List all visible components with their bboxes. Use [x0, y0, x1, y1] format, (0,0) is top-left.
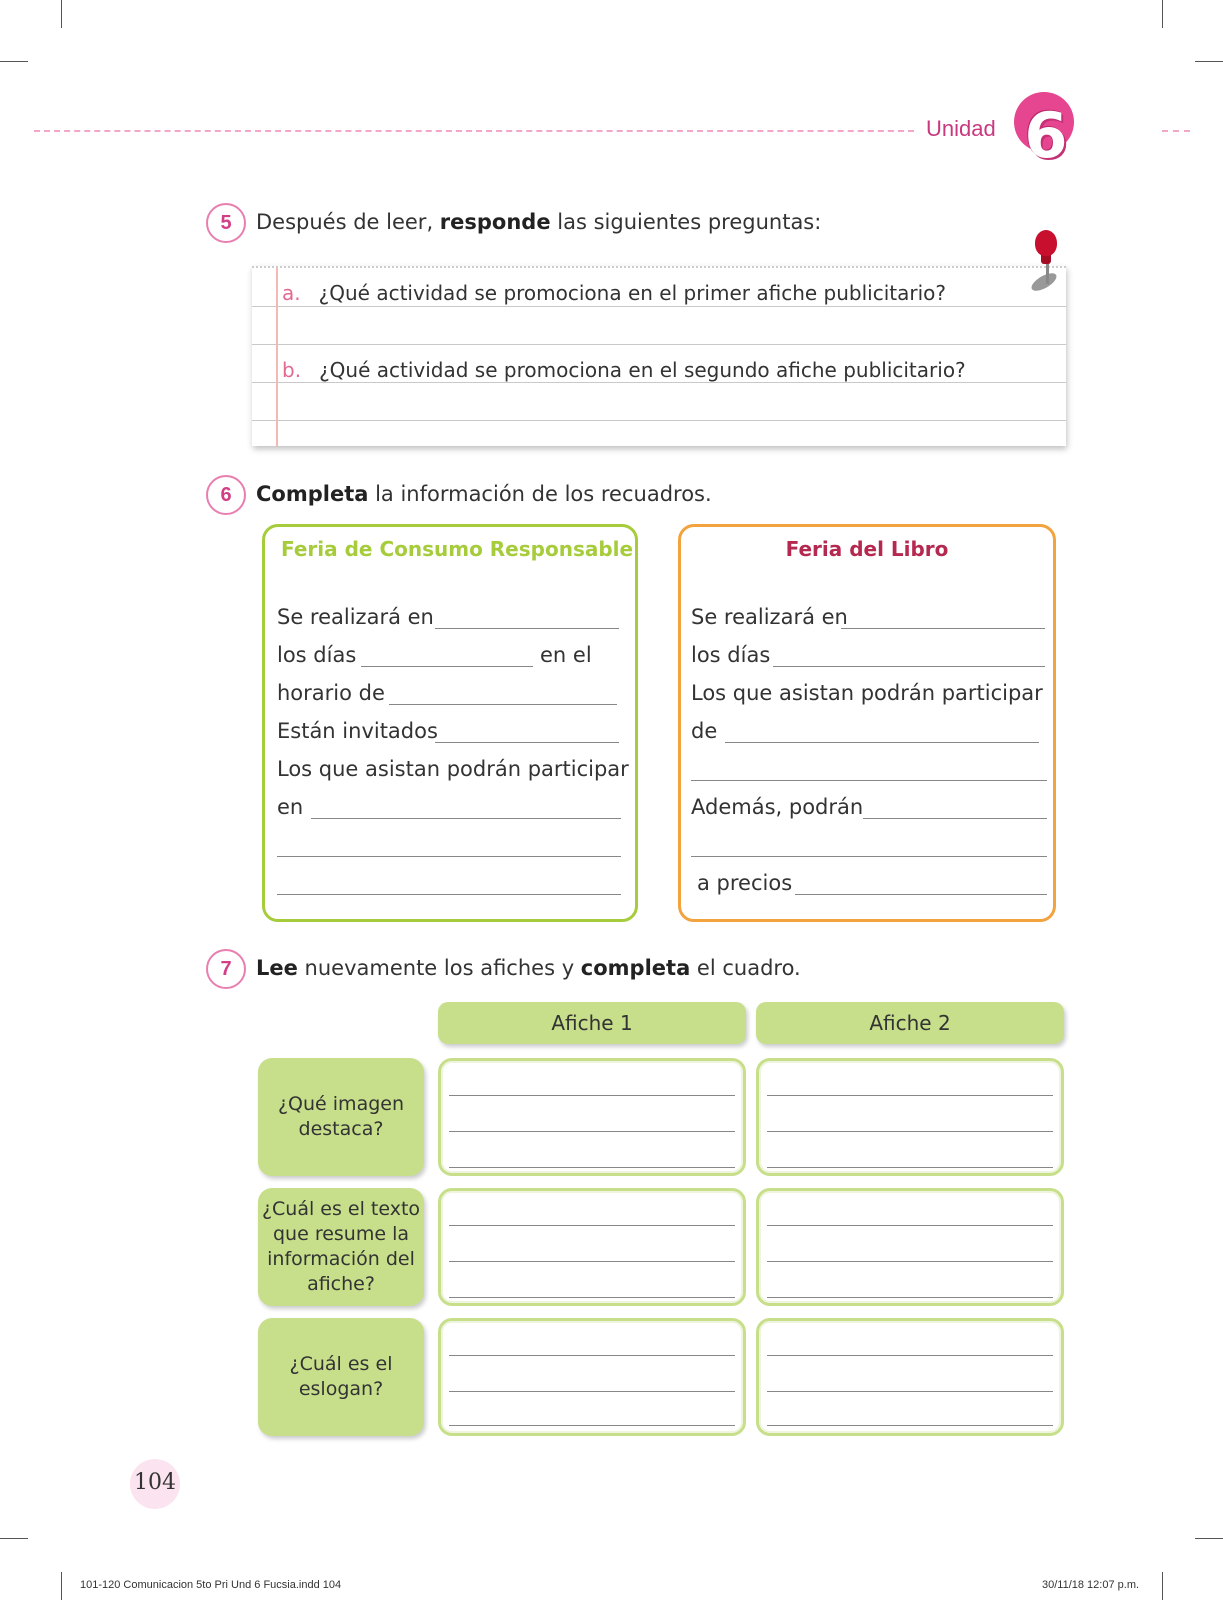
field-label: Están invitados: [277, 719, 438, 743]
field-label: los días: [277, 643, 357, 667]
crop-mark: [61, 1572, 62, 1600]
answer-line[interactable]: [435, 742, 619, 743]
box-title-libro: Feria del Libro: [785, 537, 949, 561]
table-row-label: ¿Cuál es el texto que resume la información del afiche?: [258, 1188, 424, 1306]
info-box-libro: [678, 524, 1056, 922]
question-b: b. ¿Qué actividad se promociona en el segundo afiche publicitario?: [282, 358, 966, 382]
crop-mark: [61, 0, 62, 28]
answer-line[interactable]: [311, 818, 621, 819]
crop-mark: [0, 1538, 28, 1539]
crop-mark: [1162, 1572, 1163, 1600]
box-title-consumo: Feria de Consumo Responsable: [281, 537, 634, 561]
answer-line[interactable]: [795, 894, 1047, 895]
question-a: a. ¿Qué actividad se promociona en el primer afiche publicitario?: [282, 281, 947, 305]
answer-line[interactable]: [863, 818, 1047, 819]
footer-date: 30/11/18 12:07 p.m.: [1042, 1579, 1140, 1591]
activity-number-7: 7: [206, 949, 246, 989]
crop-mark: [1195, 1538, 1223, 1539]
notebook-paper: [252, 266, 1066, 446]
pushpin-needle: [1046, 262, 1049, 284]
activity-7-instruction: Lee nuevamente los afiches y completa el cuadro.: [256, 956, 801, 980]
table-cell[interactable]: [756, 1188, 1064, 1306]
table-header-afiche-2: Afiche 2: [756, 1002, 1064, 1044]
field-label: Se realizará en: [277, 605, 434, 629]
info-box-consumo: [262, 524, 638, 922]
answer-line[interactable]: [773, 666, 1045, 667]
field-label: de: [691, 719, 718, 743]
answer-line[interactable]: [277, 894, 621, 895]
activity-6-instruction: Completa la información de los recuadros.: [256, 482, 712, 506]
field-label: horario de: [277, 681, 385, 705]
table-cell[interactable]: [756, 1058, 1064, 1176]
field-label: los días: [691, 643, 771, 667]
field-label: Además, podrán: [691, 795, 864, 819]
table-cell[interactable]: [438, 1058, 746, 1176]
table-header-afiche-1: Afiche 1: [438, 1002, 746, 1044]
crop-mark: [0, 61, 28, 62]
unit-number: 6: [1024, 99, 1068, 172]
header-dashed-line: [1162, 130, 1190, 132]
field-label: Se realizará en: [691, 605, 848, 629]
page-number: 104: [134, 1470, 176, 1495]
activity-number-6: 6: [206, 475, 246, 515]
crop-mark: [1195, 61, 1223, 62]
answer-line[interactable]: [841, 628, 1045, 629]
answer-line[interactable]: [435, 628, 619, 629]
header-dashed-line: [34, 130, 914, 132]
pushpin-icon: [1035, 230, 1057, 256]
answer-line[interactable]: [361, 666, 533, 667]
footer-file-info: 101-120 Comunicacion 5to Pri Und 6 Fucsia.indd 104: [80, 1579, 342, 1591]
table-row-label: ¿Cuál es el eslogan?: [258, 1318, 424, 1436]
field-label: Los que asistan podrán participar: [277, 757, 629, 781]
answer-line[interactable]: [389, 704, 617, 705]
answer-line[interactable]: [277, 856, 621, 857]
field-label: en el: [540, 643, 592, 667]
activity-number-5: 5: [206, 203, 246, 243]
field-label: a precios: [697, 871, 793, 895]
table-cell[interactable]: [438, 1318, 746, 1436]
answer-line[interactable]: [725, 742, 1039, 743]
field-label: Los que asistan podrán participar: [691, 681, 1043, 705]
unit-label: Unidad: [926, 116, 996, 141]
activity-5-instruction: Después de leer, responde las siguientes preguntas:: [256, 210, 822, 234]
answer-line[interactable]: [691, 856, 1047, 857]
table-cell[interactable]: [756, 1318, 1064, 1436]
field-label: en: [277, 795, 304, 819]
answer-line[interactable]: [691, 780, 1047, 781]
crop-mark: [1162, 0, 1163, 28]
table-cell[interactable]: [438, 1188, 746, 1306]
table-row-label: ¿Qué imagen destaca?: [258, 1058, 424, 1176]
